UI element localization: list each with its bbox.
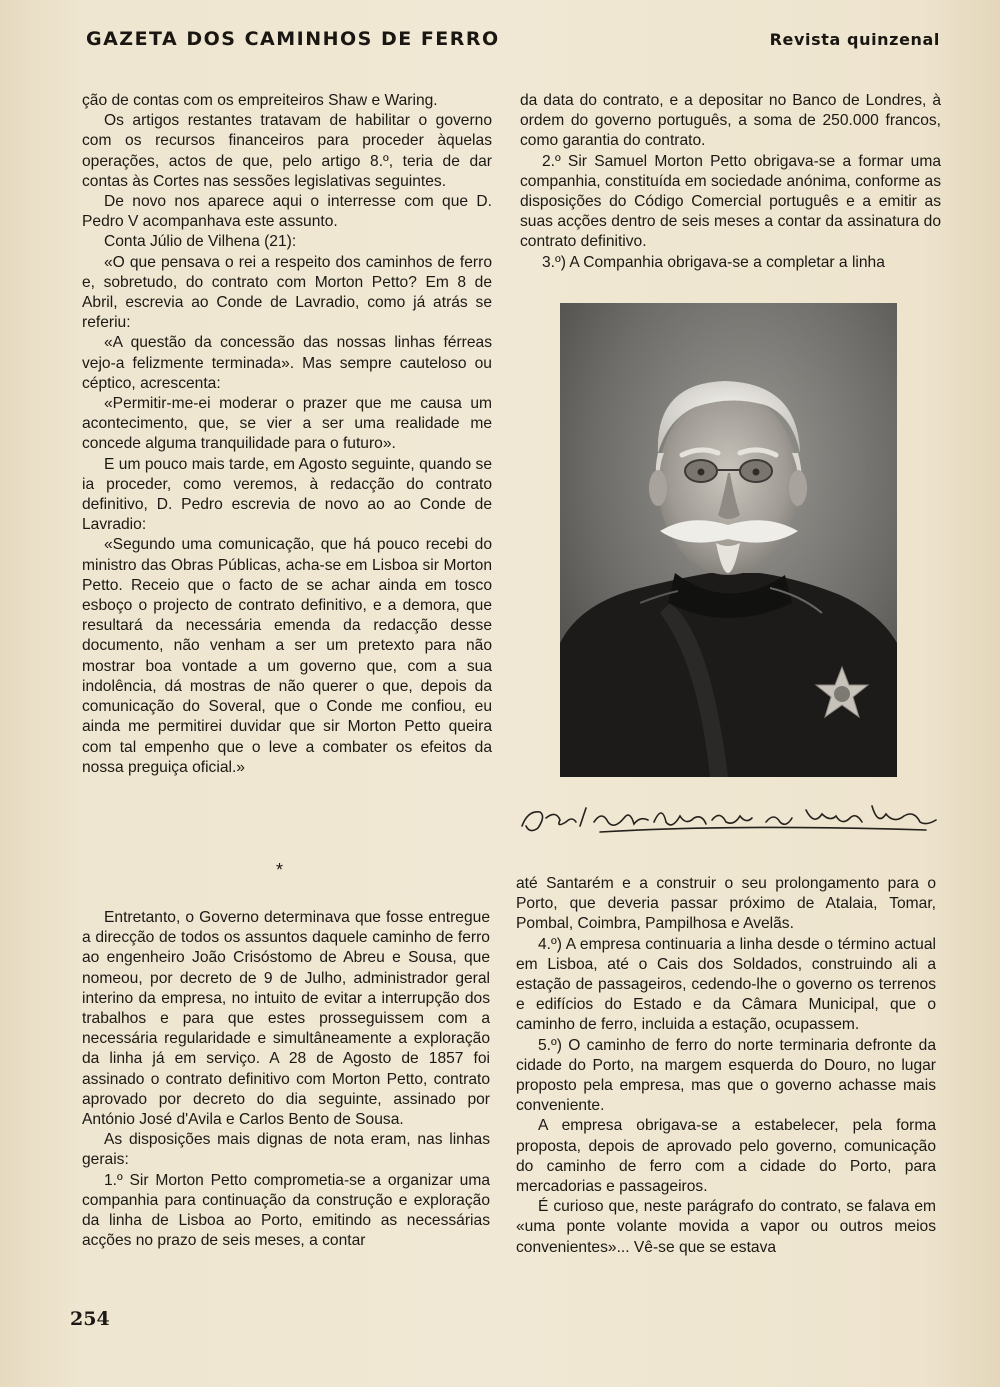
paragraph: «Segundo uma comunicação, que há pouco recebi do ministro das Obras Públicas, acha-se em Lisboa sir Morton Petto. Receio que o facto de se achar ainda em tosco esboço o projecto de contrato definitivo, e a demora, que resultará da necessária emenda da redacção desse documento, não venham a ser um pretexto para não mostrar boa vontade a um governo que, com a sua indolência, dá mostras de não querer o que, depois da comunicação do Soveral, que o Conde me confiou, eu ainda me permitirei duvidar que sir Morton Petto queira com tal empenho que o leve a combater os efeitos da nossa preguiça oficial.»: [82, 536, 492, 776]
paragraph: É curioso que, neste parágrafo do contrato, se falava em «uma ponte volante movida a vapor ou outros meios convenientes»... Vê-se que se estava: [516, 1198, 936, 1256]
right-column-bottom: [516, 874, 936, 1258]
right-column-top: [520, 91, 941, 273]
paragraph: De novo nos aparece aqui o interresse com que D. Pedro V acompanhava este assunto.: [82, 193, 492, 231]
paragraph: da data do contrato, e a depositar no Banco de Londres, à ordem do governo português, a soma de 250.000 francos, como garantia do contrato.: [520, 92, 941, 150]
paragraph: Entretanto, o Governo determinava que fosse entregue a direcção de todos os assuntos daquele caminho de ferro ao engenheiro João Crisóstomo de Abreu e Sousa, que nomeou, por decreto de 9 de Julho, administrador geral interino da empresa, no intuito de evitar a interrupção dos trabalhos e para que estes prosseguissem com a necessária regularidade e simultâneamente a exploração da linha já em serviço. A 28 de Agosto de 1857 foi assinado o contrato definitivo com Morton Petto, contrato aprovado por decreto do dia seguinte, assinado por António José d'Avila e Carlos Bento de Sousa.: [82, 909, 490, 1129]
paragraph: «O que pensava o rei a respeito dos caminhos de ferro e, sobretudo, do contrato com Morton Petto? Em 8 de Abril, escrevia ao Conde de Lavradio, como já atrás se referiu:: [82, 253, 492, 332]
paragraph: 2.º Sir Samuel Morton Petto obrigava-se a formar uma companhia, constituída em sociedade anónima, conforme as disposições do Código Comercial português e a emitir as suas acções dentro de seis meses a contar da assinatura do contrato definitivo.: [520, 152, 941, 251]
paragraph: Conta Júlio de Vilhena (21):: [104, 233, 297, 251]
paragraph: 3.º) A Companhia obrigava-se a completar a linha: [542, 253, 885, 271]
journal-subtitle: Revista quinzenal: [769, 30, 940, 49]
paragraph: 1.º Sir Morton Petto comprometia-se a organizar uma companhia para continuação da construção e exploração da linha de Lisboa ao Porto, emitindo as necessárias acções no prazo de seis meses, a contar: [82, 1171, 490, 1250]
paragraph: Os artigos restantes tratavam de habilitar o governo com os recursos financeiros para proceder àquelas operações, actos de que, pelo artigo 8.º, teria de dar contas às Cortes nas sessões legislativas seguintes.: [82, 112, 492, 190]
handwritten-signature: [516, 796, 940, 838]
left-column-bottom: [82, 908, 490, 1251]
left-column-top: [82, 91, 492, 778]
section-separator: *: [276, 860, 284, 880]
paragraph: até Santarém e a construir o seu prolongamento para o Porto, que deveria passar próximo de Atalaia, Tomar, Pombal, Coimbra, Pampilhosa e Avelãs.: [516, 875, 936, 933]
page-number: 254: [70, 1308, 110, 1330]
paragraph: 5.º) O caminho de ferro do norte terminaria defronte da cidade do Porto, na margem esquerda do Douro, no lugar proposto pela empresa, mas que o governo achasse mais conveniente.: [516, 1036, 936, 1115]
paragraph: A empresa obrigava-se a estabelecer, pela forma proposta, depois de aprovado pelo governo, comunicação do caminho de ferro com a cidade do Porto, para mercadorias e passageiros.: [516, 1117, 936, 1196]
journal-title: GAZETA DOS CAMINHOS DE FERRO: [86, 28, 500, 50]
paragraph: «Permitir-me-ei moderar o prazer que me causa um acontecimento, que, se vier a ser uma realidade me concede alguma tranquilidade para o futuro».: [82, 395, 492, 453]
paragraph: E um pouco mais tarde, em Agosto seguinte, quando se ia proceder, como veremos, à redacção do contrato definitivo, D. Pedro escrevia de novo ao ao Conde de Lavradio:: [82, 455, 492, 534]
paragraph: As disposições mais dignas de nota eram, nas linhas gerais:: [82, 1131, 490, 1169]
portrait-photo: [560, 303, 897, 777]
paragraph: «A questão da concessão das nossas linhas férreas vejo-a felizmente terminada». Mas sempre cauteloso ou céptico, acrescenta:: [82, 334, 492, 392]
paragraph: 4.º) A empresa continuaria a linha desde o término actual em Lisboa, até o Cais dos Soldados, construindo ali a estação de passageiros, cedendo-lhe o governo os terrenos e edifícios do Estado e da Câmara Municipal, que o caminho de ferro, incluida a estação, ocupassem.: [516, 935, 936, 1034]
paragraph: ção de contas com os empreiteiros Shaw e Waring.: [82, 92, 438, 109]
